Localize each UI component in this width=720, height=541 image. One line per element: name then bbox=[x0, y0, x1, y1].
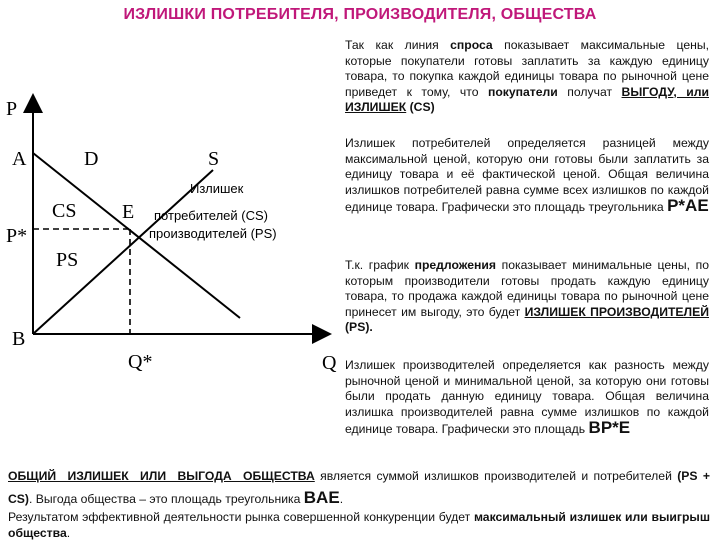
paragraph-producer-surplus: Излишек производителей определяется как разность между рыночной ценой и минимальной ценой, за которую они готовы были продать данную единицу товара. Общая величина излишка производителей равна сумме излишков по каждой единице товара. Графически это площадь BP*E bbox=[345, 358, 709, 438]
paragraph-conclusion: Результатом эффективной деятельности рынка совершенной конкуренции будет максимальный излишек или выигрыш общества. bbox=[8, 510, 710, 540]
demand-d-label: D bbox=[84, 148, 99, 170]
paragraph-supply: Т.к. график предложения показывает минимальные цены, по которым производители готовы продать каждую единицу товара, то продажа каждой единицы товара по рыночной цене принесет им выгоду, это будет ИЗЛИШЕК ПРОИЗВОДИТЕЛЕЙ (PS). bbox=[345, 258, 709, 335]
point-b-label: B bbox=[12, 328, 26, 350]
paragraph-demand: Так как линия спроса показывает максимальные цены, которые покупатели готовы заплатить за каждую единицу товара, то покупка каждой единицы товара по рыночной цене приведет к тому, что покупатели получат ВЫГОДУ, или ИЗЛИШЕК (CS) bbox=[345, 38, 709, 115]
supply-s-label: S bbox=[208, 148, 220, 170]
graph-note-1: Излишек bbox=[190, 181, 244, 196]
axis-q-label: Q bbox=[322, 352, 337, 374]
pstar-label: P* bbox=[6, 225, 28, 247]
graph-note-2: потребителей (CS) bbox=[154, 208, 268, 223]
paragraph-consumer-surplus: Излишек потребителей определяется разницей между максимальной ценой, которую они готовы были заплатить за единицу товара и её фактической ценой. Общая величина излишков потребителей равна сумме всех излишков по каждой единице товара. Графически это площадь треугольника P*AE bbox=[345, 136, 709, 216]
ps-label: PS bbox=[56, 249, 79, 271]
cs-label: CS bbox=[52, 200, 77, 222]
paragraph-total-surplus: ОБЩИЙ ИЗЛИШЕК ИЛИ ВЫГОДА ОБЩЕСТВА является суммой излишков производителей и потребителей (PS + CS). Выгода общества – это площадь треугольника BAE. bbox=[8, 469, 710, 507]
page-title: ИЗЛИШКИ ПОТРЕБИТЕЛЯ, ПРОИЗВОДИТЕЛЯ, ОБЩЕСТВА bbox=[123, 6, 597, 23]
graph-note-3: производителей (PS) bbox=[149, 226, 277, 241]
surplus-graph bbox=[0, 82, 340, 382]
qstar-label: Q* bbox=[128, 351, 153, 373]
axis-p-label: P bbox=[6, 98, 18, 120]
point-a-label: A bbox=[12, 148, 27, 170]
point-e-label: E bbox=[122, 201, 135, 223]
